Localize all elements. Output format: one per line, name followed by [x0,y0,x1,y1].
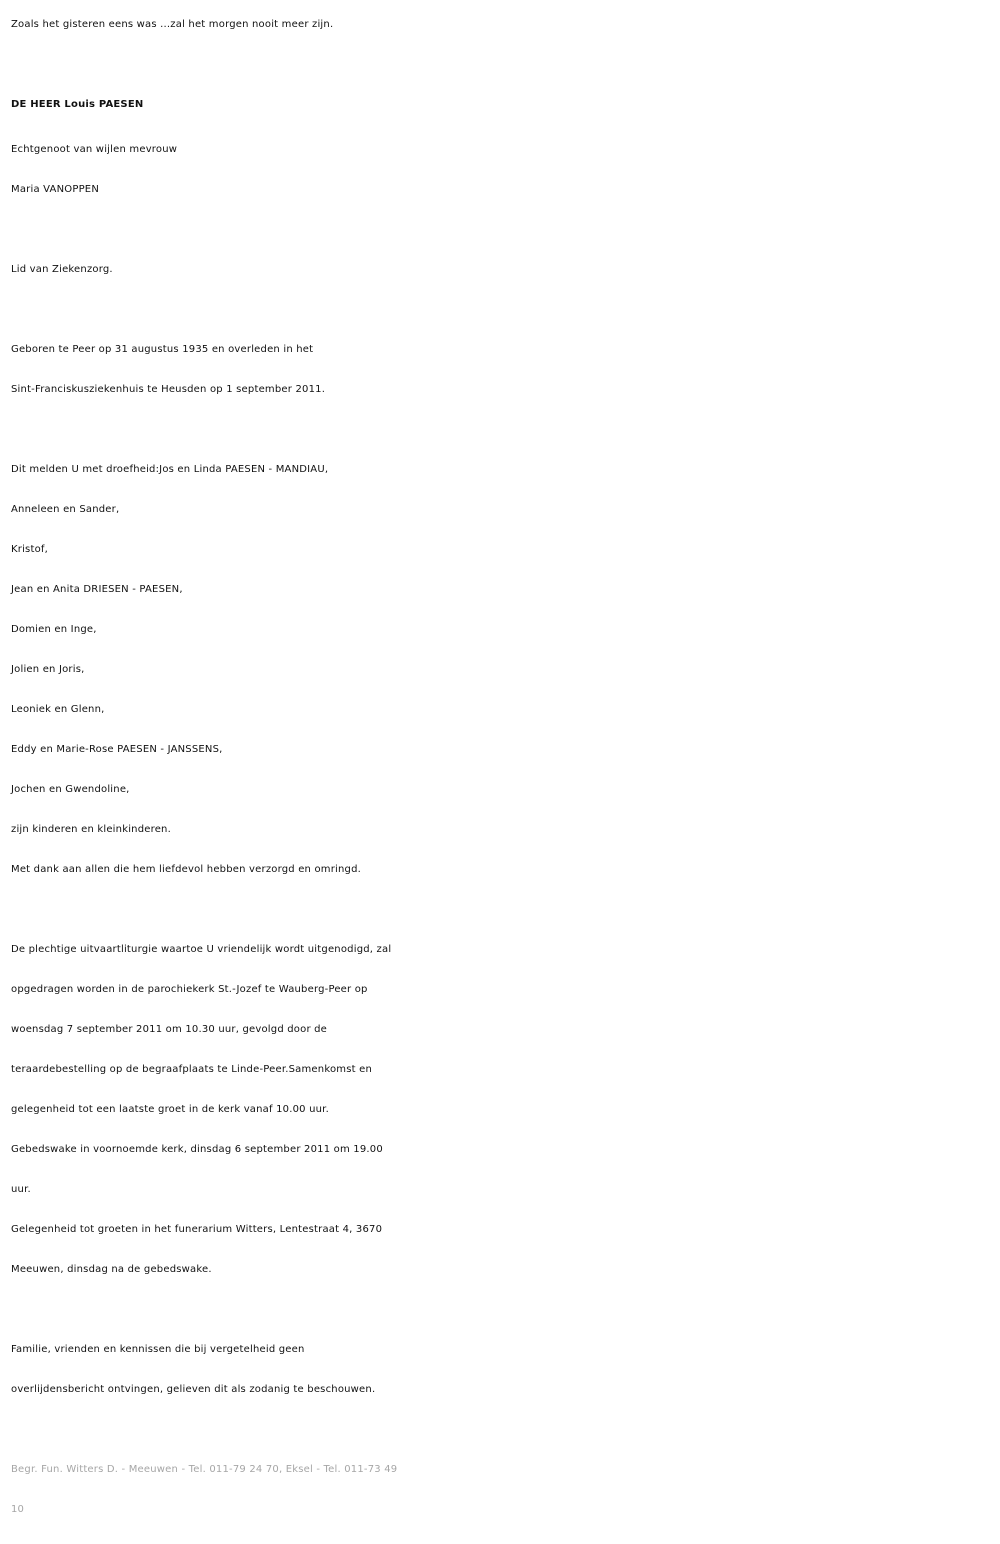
membership-text: Lid van Ziekenzorg. [11,264,113,275]
notice-line-2: overlijdensbericht ontvingen, gelieven dit als zodanig te beschouwen. [11,1384,376,1395]
motto-quote: Zoals het gisteren eens was ...zal het morgen nooit meer zijn. [11,19,334,30]
family-line: Leoniek en Glenn, [11,704,105,715]
family-list [11,450,991,890]
ceremony-line: gelegenheid tot een laatste groet in de kerk vanaf 10.00 uur. [11,1104,329,1115]
ceremony-line: uur. [11,1184,31,1195]
spacer [11,1290,991,1330]
ceremony-line: woensdag 7 september 2011 om 10.30 uur, gevolgd door de [11,1024,328,1035]
birth-death-line-1: Geboren te Peer op 31 augustus 1935 en overleden in het [11,344,314,355]
obituary-document [11,0,991,1530]
family-line: Anneleen en Sander, [11,504,120,515]
spacer [11,1410,991,1450]
deceased-name: DE HEER Louis PAESEN [11,99,144,110]
family-line: Eddy en Marie-Rose PAESEN - JANSSENS, [11,744,223,755]
spouse-line-1: Echtgenoot van wijlen mevrouw [11,144,178,155]
ceremony-line: De plechtige uitvaartliturgie waartoe U vriendelijk wordt uitgenodigd, zal [11,944,392,955]
family-line: Jochen en Gwendoline, [11,784,130,795]
spacer [11,210,991,250]
spacer [11,290,991,330]
ceremony-line: Gelegenheid tot groeten in het funerarium Witters, Lentestraat 4, 3670 [11,1224,383,1235]
family-line: Domien en Inge, [11,624,97,635]
ceremony-line: opgedragen worden in de parochiekerk St.-Jozef te Wauberg-Peer op [11,984,368,995]
family-line: Jolien en Joris, [11,664,85,675]
funeral-home-footer-line-2: 10 [11,1504,25,1515]
spacer [11,410,991,450]
spacer [11,890,991,930]
notice-line-1: Familie, vrienden en kennissen die bij vergetelheid geen [11,1344,305,1355]
spouse-line-2: Maria VANOPPEN [11,184,100,195]
family-line: Jean en Anita DRIESEN - PAESEN, [11,584,183,595]
ceremony-line: Gebedswake in voornoemde kerk, dinsdag 6 september 2011 om 19.00 [11,1144,383,1155]
funeral-home-footer-line-1: Begr. Fun. Witters D. - Meeuwen - Tel. 011-79 24 70, Eksel - Tel. 011-73 49 [11,1464,398,1475]
family-line: Kristof, [11,544,48,555]
ceremony-line: Meeuwen, dinsdag na de gebedswake. [11,1264,212,1275]
family-line: zijn kinderen en kleinkinderen. [11,824,171,835]
birth-death-line-2: Sint-Franciskusziekenhuis te Heusden op 1 september 2011. [11,384,326,395]
ceremony-line: teraardebestelling op de begraafplaats te Linde-Peer.Samenkomst en [11,1064,373,1075]
ceremony-details [11,930,991,1290]
family-line: Dit melden U met droefheid:Jos en Linda PAESEN - MANDIAU, [11,464,329,475]
family-line: Met dank aan allen die hem liefdevol hebben verzorgd en omringd. [11,864,362,875]
